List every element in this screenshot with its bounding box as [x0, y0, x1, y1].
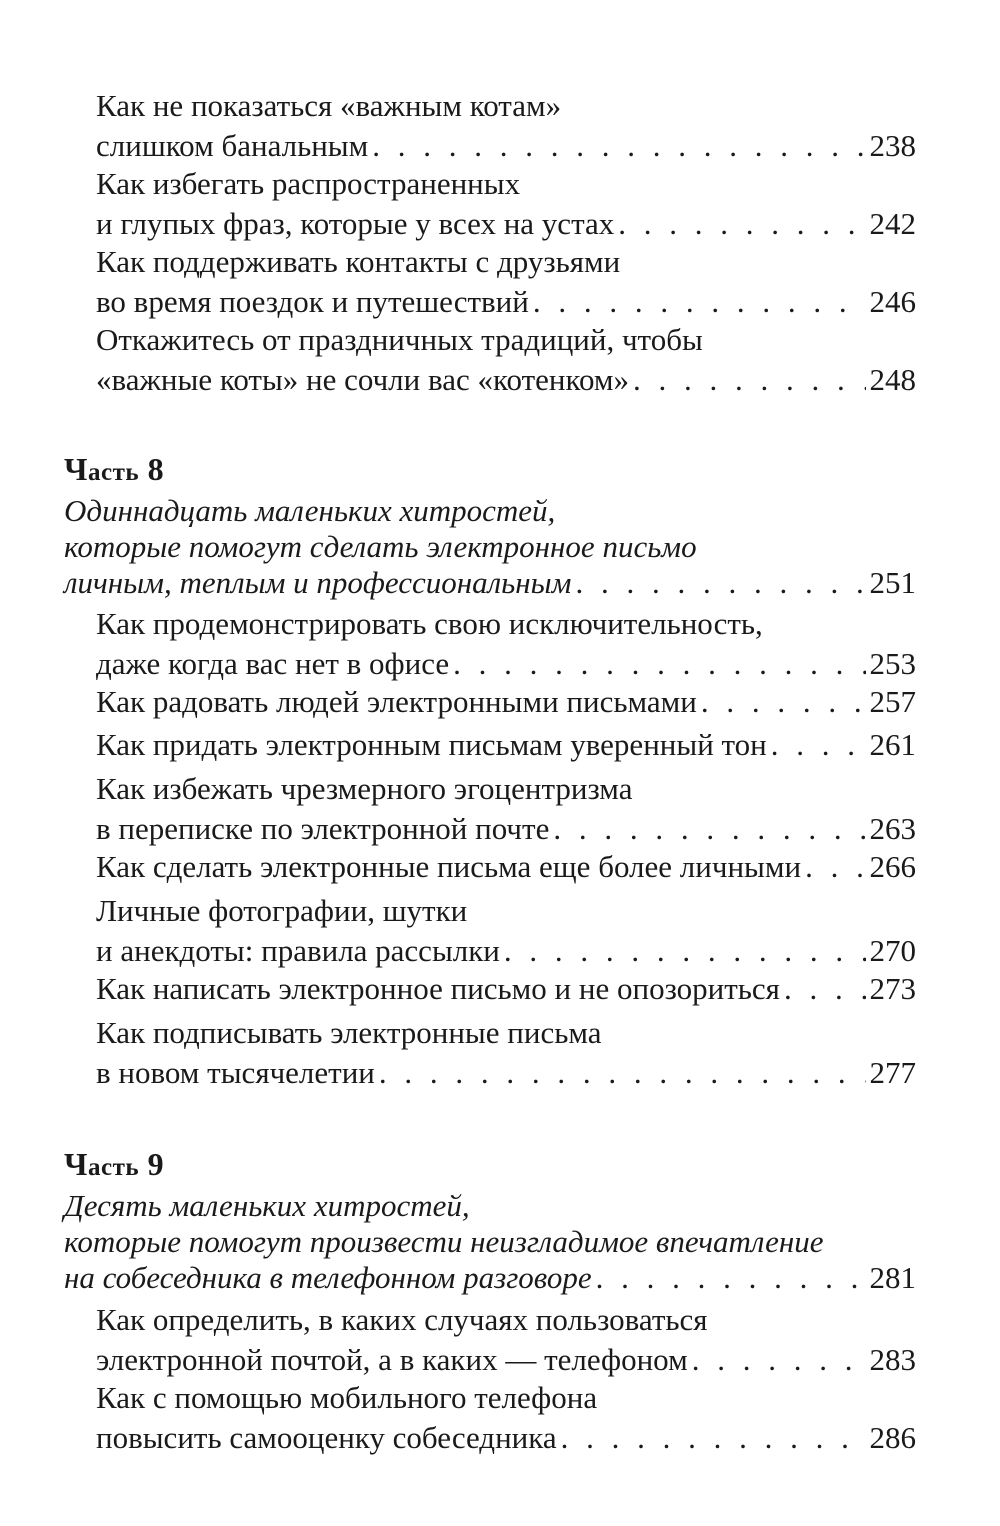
page-number: 238	[869, 128, 916, 163]
page-number: 242	[869, 206, 916, 241]
toc-entry-line: даже когда вас нет в офисе	[96, 646, 450, 681]
page-number: 286	[869, 1420, 916, 1455]
toc-entry-line: Как продемонстрировать свою исключительность,	[96, 606, 763, 641]
toc-entry[interactable]	[96, 1300, 916, 1380]
part-9-heading[interactable]	[64, 1144, 916, 1296]
page-number: 261	[869, 727, 916, 762]
toc-entry-line: Как придать электронным письмам уверенный тон	[96, 727, 767, 762]
toc-entry[interactable]	[96, 1013, 916, 1093]
toc-entry[interactable]	[96, 847, 916, 887]
dot-leader	[633, 360, 866, 400]
toc-entry[interactable]	[96, 725, 916, 765]
dot-leader	[692, 1340, 866, 1380]
toc-entry-line: электронной почтой, а в каких — телефоном	[96, 1342, 688, 1377]
dot-leader	[379, 1053, 866, 1093]
toc-entry-line: Как подписывать электронные письма	[96, 1015, 602, 1050]
dot-leader	[453, 644, 865, 684]
dot-leader	[575, 565, 865, 601]
page-number: 281	[869, 1260, 916, 1295]
toc-entry-line: Как радовать людей электронными письмами	[96, 684, 697, 719]
page-number: 277	[869, 1055, 916, 1090]
toc-entry[interactable]	[96, 242, 916, 322]
part-8-heading[interactable]	[64, 449, 916, 601]
page-number: 263	[869, 811, 916, 846]
toc-entry[interactable]	[96, 769, 916, 849]
dot-leader	[553, 809, 865, 849]
page-number: 266	[869, 849, 916, 884]
toc-entry[interactable]	[96, 604, 916, 684]
part-title: Часть 9	[64, 1146, 165, 1182]
dot-leader	[701, 682, 866, 722]
toc-entry-line: во время поездок и путешествий	[96, 284, 529, 319]
page-number: 273	[869, 971, 916, 1006]
toc-entry-line: Как написать электронное письмо и не опозориться	[96, 971, 780, 1006]
dot-leader	[805, 847, 865, 887]
toc-entry-line: слишком банальным	[96, 128, 369, 163]
dot-leader	[771, 725, 866, 765]
toc-entry-line: в переписке по электронной почте	[96, 811, 550, 846]
dot-leader	[596, 1260, 866, 1296]
toc-entry[interactable]	[96, 969, 916, 1009]
dot-leader	[372, 126, 865, 166]
toc-entry-line: Как избегать распространенных	[96, 166, 521, 201]
toc-entry-line: Как с помощью мобильного телефона	[96, 1380, 598, 1415]
part-title: Часть 8	[64, 451, 165, 487]
toc-entry[interactable]	[96, 320, 916, 400]
dot-leader	[561, 1418, 866, 1458]
toc-entry-line: и глупых фраз, которые у всех на устах	[96, 206, 615, 241]
dot-leader	[618, 204, 865, 244]
page-number: 248	[869, 362, 916, 397]
page-number: 270	[869, 933, 916, 968]
dot-leader	[784, 969, 866, 1009]
toc-entry[interactable]	[96, 164, 916, 244]
dot-leader	[533, 282, 866, 322]
toc-entry-line: Как сделать электронные письма еще более личными	[96, 849, 802, 884]
toc-entry-line: «важные коты» не сочли вас «котенком»	[96, 362, 629, 397]
page-number: 246	[869, 284, 916, 319]
toc-entry[interactable]	[96, 86, 916, 166]
part-subtitle: Десять маленьких хитростей, которые помогут произвести неизгладимое впечатление на собеседника в телефонном разговоре . . . 281	[64, 1188, 916, 1296]
toc-entry-line: и анекдоты: правила рассылки	[96, 933, 500, 968]
page-number: 251	[869, 565, 916, 600]
toc-entry[interactable]	[96, 1378, 916, 1458]
toc-entry-line: Как не показаться «важным котам»	[96, 88, 562, 123]
dot-leader	[504, 931, 866, 971]
toc-entry-line: Личные фотографии, шутки	[96, 893, 468, 928]
toc-entry-line: Как избежать чрезмерного эгоцентризма	[96, 771, 633, 806]
page-number: 283	[869, 1342, 916, 1377]
toc-entry[interactable]	[96, 891, 916, 971]
toc-entry-line: в новом тысячелетии	[96, 1055, 375, 1090]
toc-entry-line: Как поддерживать контакты с друзьями	[96, 244, 621, 279]
toc-entry[interactable]	[96, 682, 916, 722]
toc-entry-line: Как определить, в каких случаях пользоваться	[96, 1302, 708, 1337]
toc-entry-line: повысить самооценку собеседника	[96, 1420, 557, 1455]
page-number: 253	[869, 646, 916, 681]
page-number: 257	[869, 684, 916, 719]
part-subtitle: Одиннадцать маленьких хитростей, которые помогут сделать электронное письмо личным, теплым и профессиональным . . . 251	[64, 493, 916, 601]
toc-entry-line: Откажитесь от праздничных традиций, чтобы	[96, 322, 703, 357]
